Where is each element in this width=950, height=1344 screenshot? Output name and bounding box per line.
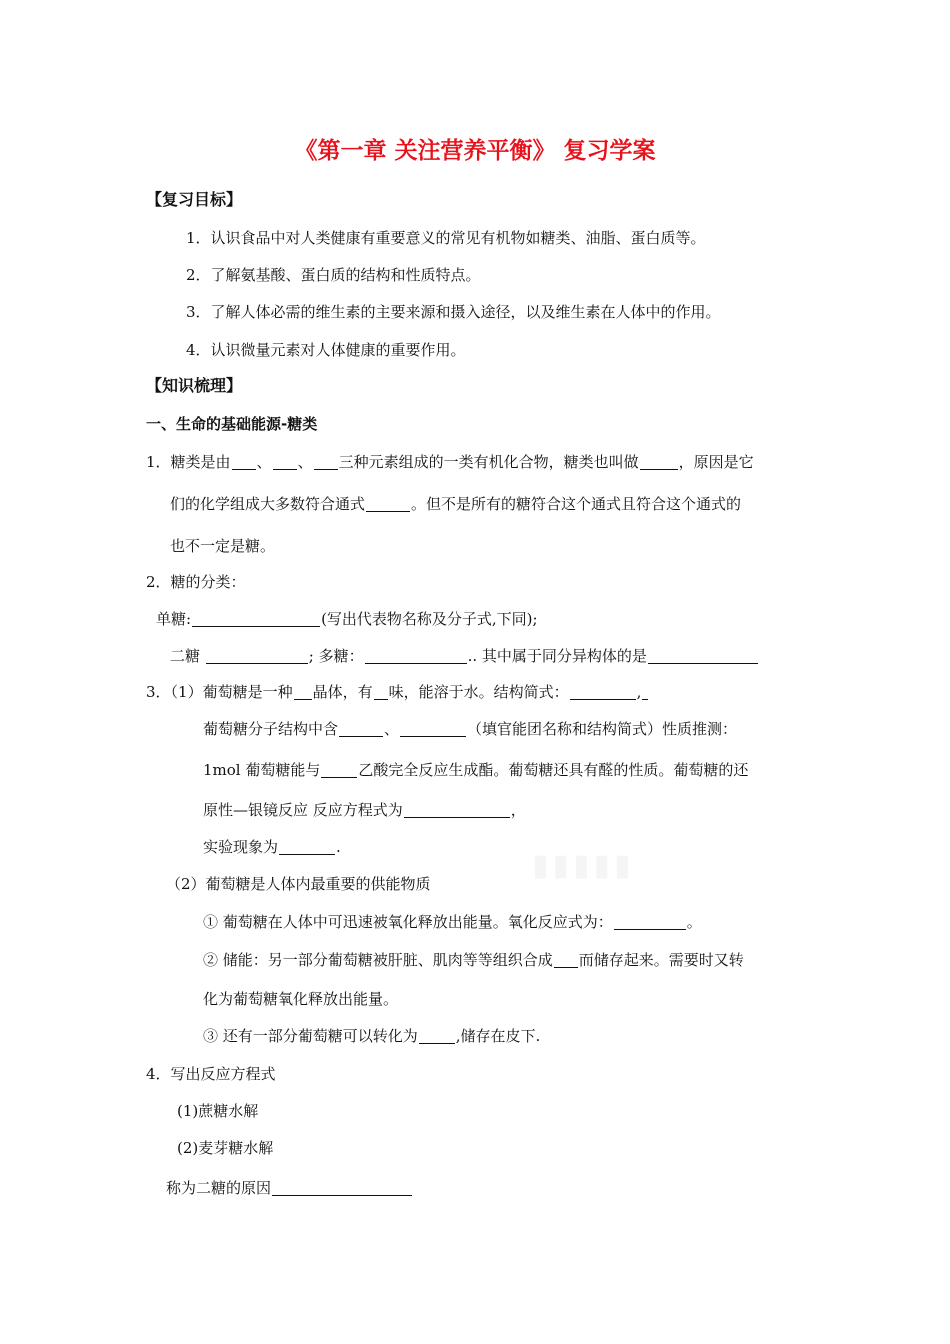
q2-text: 二糖 bbox=[170, 647, 205, 665]
section-knowledge-heading: 【知识梳理】 bbox=[146, 376, 243, 395]
q3-text: ， bbox=[510, 801, 526, 819]
fill-blank[interactable] bbox=[294, 683, 312, 700]
fill-blank[interactable] bbox=[192, 610, 320, 627]
q3-text: 晶体，有 bbox=[312, 683, 373, 701]
fill-blank[interactable] bbox=[365, 647, 467, 664]
question-3-line-2 bbox=[203, 719, 737, 739]
question-3-point-2-cont: 化为葡萄糖氧化释放出能量。 bbox=[203, 990, 399, 1008]
q3-text: ① 葡萄糖在人体中可迅速被氧化释放出能量。氧化反应式为： bbox=[203, 913, 613, 931]
q1-text: 三种元素组成的一类有机化合物，糖类也叫做 bbox=[338, 453, 639, 471]
q3-text: 实验现象为 bbox=[203, 838, 279, 856]
question-3-point-1 bbox=[203, 912, 702, 932]
question-4-item-1: (1)蔗糖水解 bbox=[177, 1102, 259, 1120]
fill-blank[interactable] bbox=[366, 495, 410, 512]
fill-blank[interactable] bbox=[642, 683, 648, 700]
q1-text: 们的化学组成大多数符合通式 bbox=[170, 495, 366, 513]
q3-text: （填官能团名称和结构简式）性质推测： bbox=[467, 720, 738, 738]
fill-blank[interactable] bbox=[321, 761, 357, 778]
q2-text: (写出代表物名称及分子式,下同); bbox=[321, 610, 538, 628]
fill-blank[interactable] bbox=[279, 838, 335, 855]
fill-blank[interactable] bbox=[272, 1179, 412, 1196]
question-3-line-5 bbox=[203, 837, 341, 857]
question-3-line-3 bbox=[203, 760, 748, 780]
q3-text: 、 bbox=[384, 720, 400, 738]
question-4-label: 4．写出反应方程式 bbox=[146, 1065, 276, 1083]
question-2-disaccharide bbox=[170, 646, 759, 666]
q3-text: 味，能溶于水。结构简式： bbox=[388, 683, 569, 701]
question-3-line-1 bbox=[146, 682, 649, 702]
fill-blank[interactable] bbox=[419, 1027, 455, 1044]
goal-item-1: 1．认识食品中对人类健康有重要意义的常见有机物如糖类、油脂、蛋白质等。 bbox=[186, 229, 706, 247]
q3-text: ,储存在皮下. bbox=[455, 1027, 541, 1045]
question-2-monosaccharide bbox=[156, 609, 538, 629]
question-4-item-2: (2)麦芽糖水解 bbox=[177, 1139, 274, 1157]
q3-text: 。 bbox=[686, 913, 702, 931]
fill-blank[interactable] bbox=[614, 913, 686, 930]
q1-text: 1．糖类是由 bbox=[146, 453, 231, 471]
q1-separator: 、 bbox=[297, 453, 313, 471]
subsection-heading-carbohydrates: 一、生命的基础能源-糖类 bbox=[146, 415, 318, 433]
fill-blank[interactable] bbox=[273, 453, 297, 470]
question-4-reason bbox=[166, 1178, 413, 1198]
fill-blank[interactable] bbox=[648, 647, 758, 664]
q3-text: . bbox=[336, 838, 341, 856]
q2-text: .. 其中属于同分异构体的是 bbox=[467, 647, 647, 665]
fill-blank[interactable] bbox=[400, 720, 466, 737]
fill-blank[interactable] bbox=[232, 453, 256, 470]
question-1-line-2 bbox=[170, 494, 741, 514]
q2-text: 单糖: bbox=[156, 610, 192, 628]
fill-blank[interactable] bbox=[206, 647, 308, 664]
question-3-point-2 bbox=[203, 950, 744, 970]
q3-text: ③ 还有一部分葡萄糖可以转化为 bbox=[203, 1027, 418, 1045]
page-title: 《第一章 关注营养平衡》 复习学案 bbox=[294, 138, 656, 164]
q3-text: ② 储能：另一部分葡萄糖被肝脏、肌肉等等组织合成 bbox=[203, 951, 553, 969]
q3-text: 3．（1）葡萄糖是一种 bbox=[146, 683, 293, 701]
question-2-label: 2．糖的分类： bbox=[146, 573, 246, 591]
q1-separator: 、 bbox=[256, 453, 272, 471]
goal-item-4: 4．认识微量元素对人体健康的重要作用。 bbox=[186, 341, 466, 359]
question-3-part-2: （2）葡萄糖是人体内最重要的供能物质 bbox=[166, 875, 431, 893]
fill-blank[interactable] bbox=[554, 951, 578, 968]
q3-text: 原性—银镜反应 反应方程式为 bbox=[203, 801, 403, 819]
fill-blank[interactable] bbox=[404, 801, 510, 818]
question-1-line-1 bbox=[146, 452, 754, 472]
faint-watermark bbox=[532, 848, 635, 883]
section-goals-heading: 【复习目标】 bbox=[146, 190, 243, 209]
goal-item-3: 3．了解人体必需的维生素的主要来源和摄入途径，以及维生素在人体中的作用。 bbox=[186, 303, 721, 321]
question-1-line-3: 也不一定是糖。 bbox=[170, 537, 276, 555]
q3-text: 而储存起来。需要时又转 bbox=[578, 951, 744, 969]
fill-blank[interactable] bbox=[314, 453, 338, 470]
q1-text: 。但不是所有的糖符合这个通式且符合这个通式的 bbox=[411, 495, 742, 513]
q3-text: , bbox=[636, 683, 642, 701]
question-3-line-4 bbox=[203, 800, 526, 820]
fill-blank[interactable] bbox=[339, 720, 383, 737]
q2-text: ; 多糖： bbox=[308, 647, 364, 665]
question-3-point-3 bbox=[203, 1026, 540, 1046]
fill-blank[interactable] bbox=[374, 683, 388, 700]
q3-text: 1mol 葡萄糖能与 bbox=[203, 761, 321, 779]
fill-blank[interactable] bbox=[640, 453, 678, 470]
q4-text: 称为二糖的原因 bbox=[166, 1179, 272, 1197]
q1-text: ，原因是它 bbox=[678, 453, 754, 471]
goal-item-2: 2．了解氨基酸、蛋白质的结构和性质特点。 bbox=[186, 266, 481, 284]
q3-text: 葡萄糖分子结构中含 bbox=[203, 720, 339, 738]
fill-blank[interactable] bbox=[570, 683, 636, 700]
q3-text: 乙酸完全反应生成酯。葡萄糖还具有醛的性质。葡萄糖的还 bbox=[358, 761, 749, 779]
